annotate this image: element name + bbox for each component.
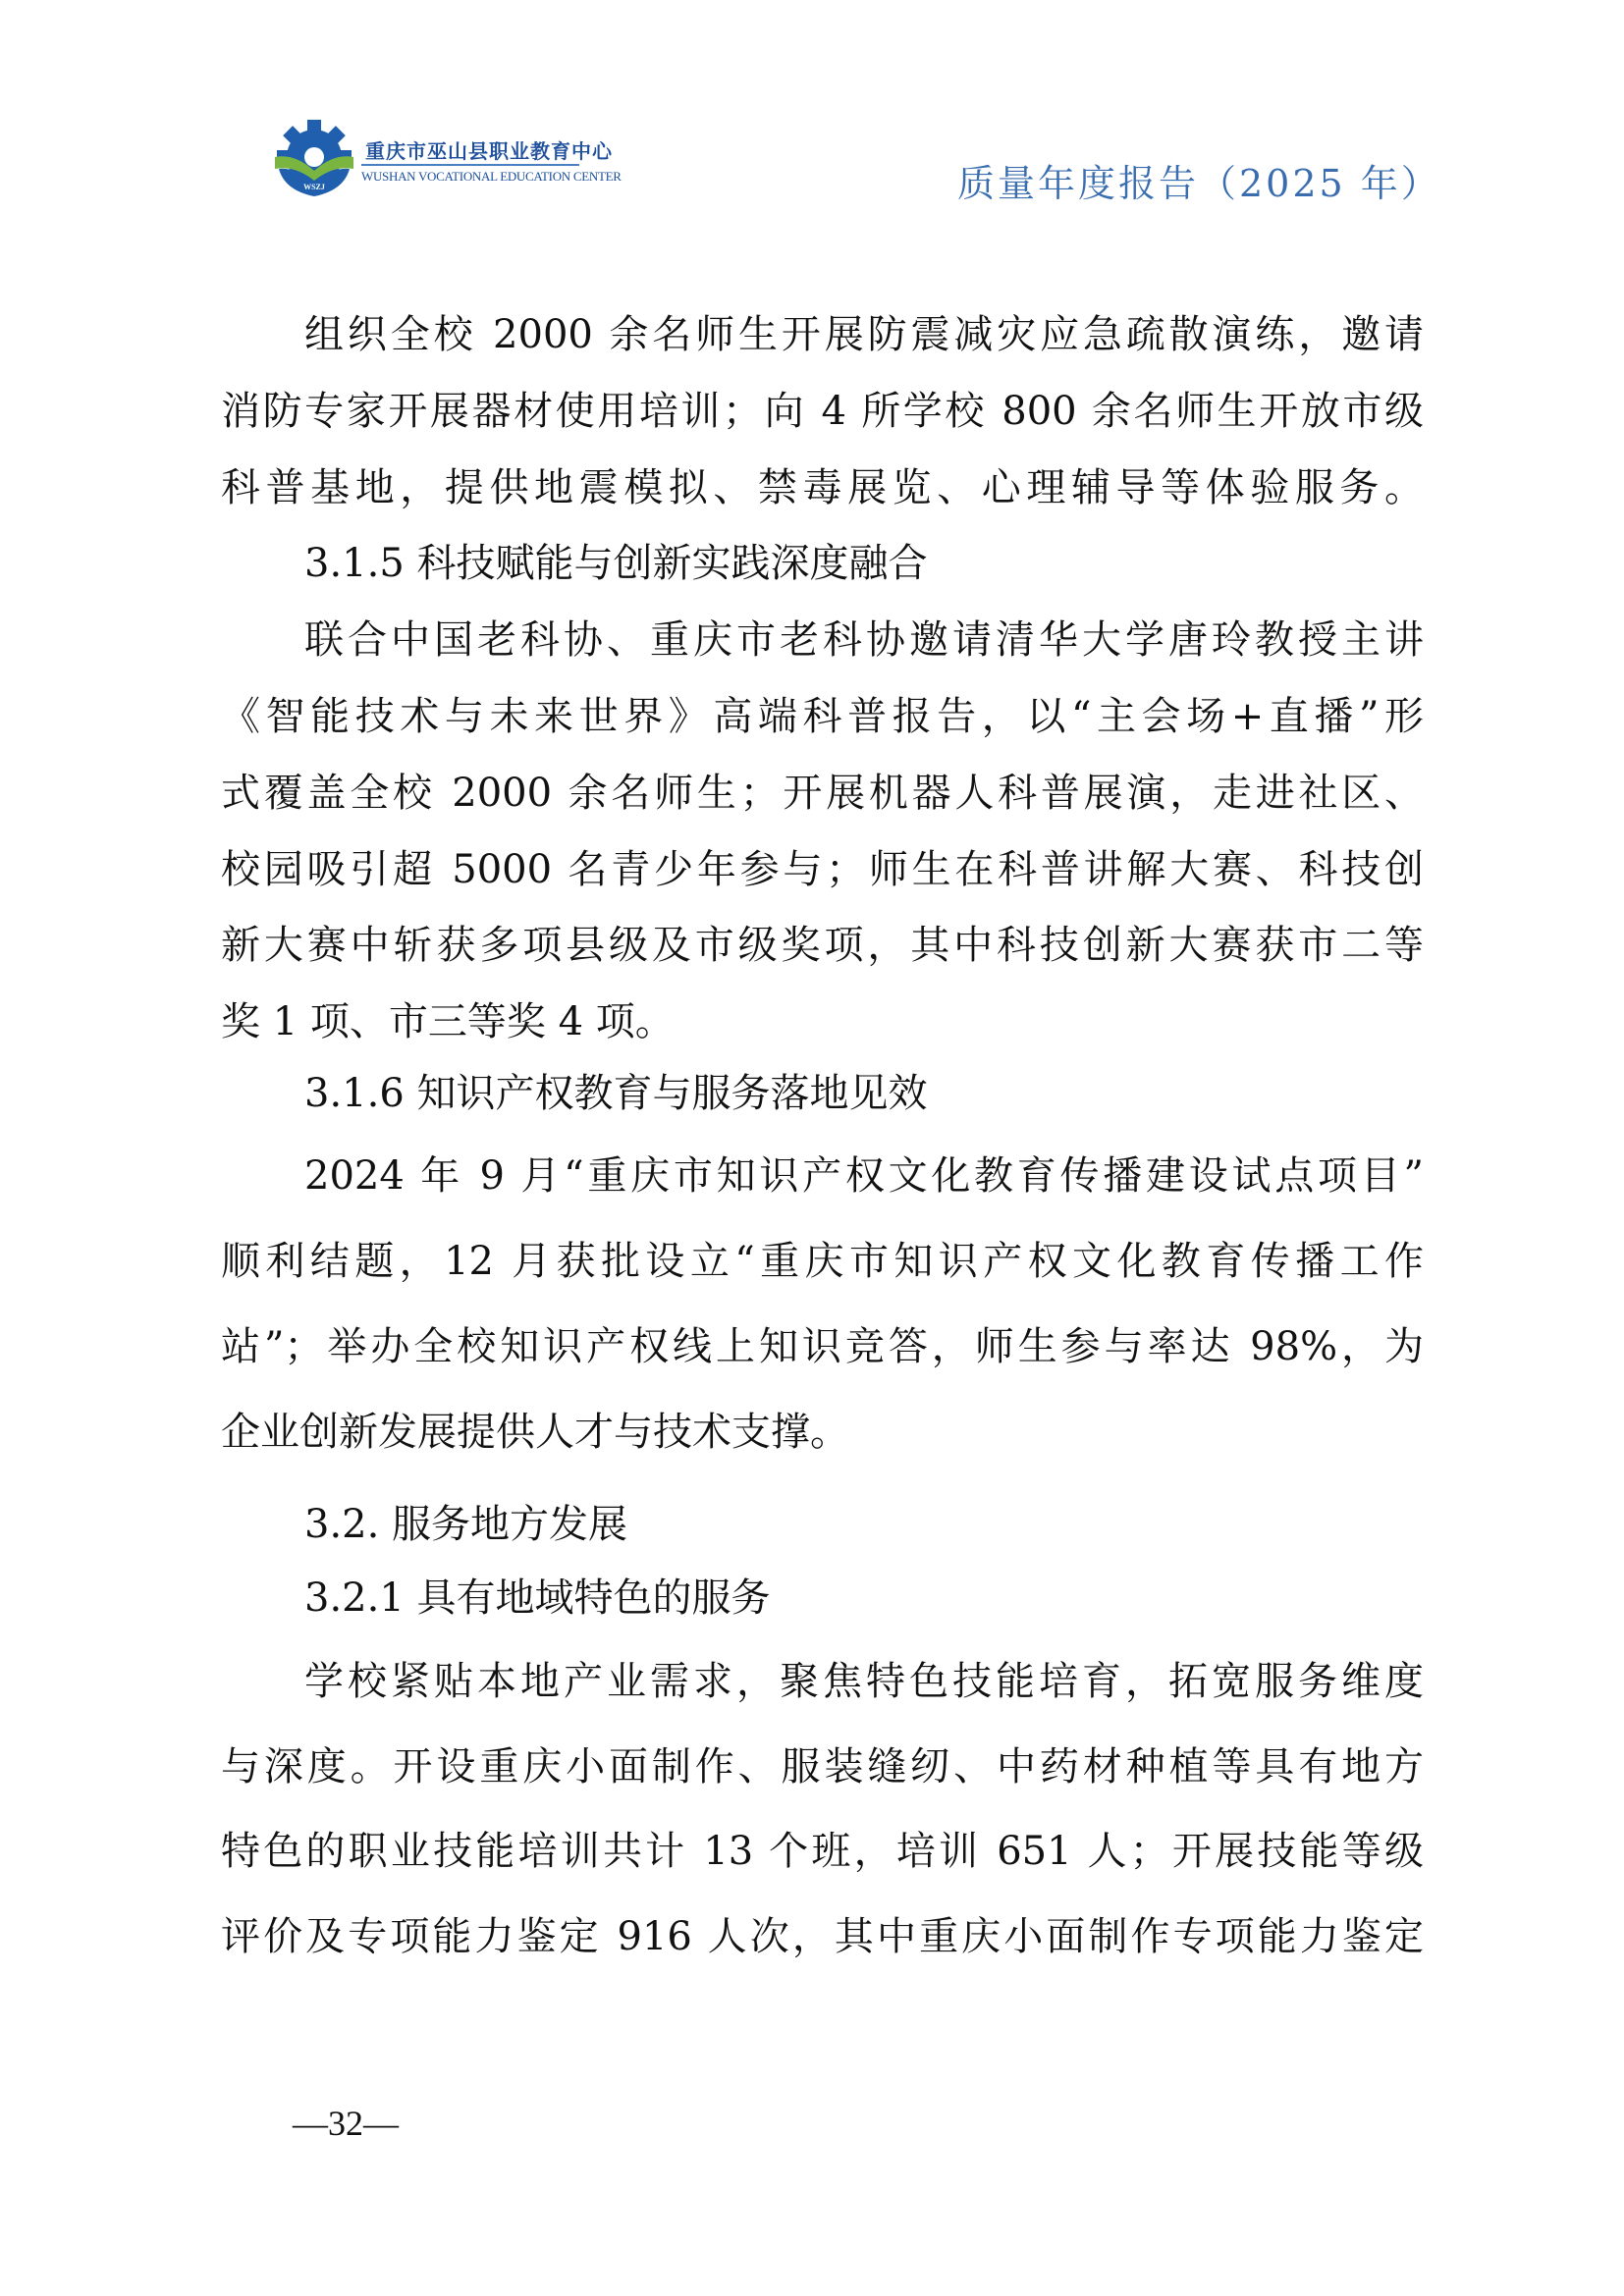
paragraph-line: 《智能技术与未来世界》高端科普报告，以“主会场+直播”形 bbox=[221, 694, 1424, 739]
paragraph-line: 企业创新发展提供人才与技术支撑。 bbox=[221, 1410, 849, 1455]
report-title: 质量年度报告（2025 年） bbox=[957, 162, 1441, 205]
paragraph-line: 顺利结题，12 月获批设立“重庆市知识产权文化教育传播工作 bbox=[221, 1239, 1424, 1284]
paragraph-line: 学校紧贴本地产业需求，聚焦特色技能培育，拓宽服务维度 bbox=[304, 1659, 1424, 1704]
section-heading: 3.2. 服务地方发展 bbox=[304, 1502, 628, 1547]
logo-divider bbox=[361, 164, 579, 166]
paragraph-line: 科普基地，提供地震模拟、禁毒展览、心理辅导等体验服务。 bbox=[221, 465, 1424, 510]
org-name-cn: 重庆市巫山县职业教育中心 bbox=[365, 139, 613, 163]
paragraph-line: 与深度。开设重庆小面制作、服装缝纫、中药材种植等具有地方 bbox=[221, 1744, 1424, 1789]
paragraph-line: 组织全校 2000 余名师生开展防震减灾应急疏散演练，邀请 bbox=[304, 312, 1424, 357]
paragraph-line: 站”；举办全校知识产权线上知识竞答，师生参与率达 98%，为 bbox=[221, 1324, 1424, 1369]
paragraph-line: 奖 1 项、市三等奖 4 项。 bbox=[221, 999, 675, 1044]
paragraph-line: 消防专家开展器材使用培训；向 4 所学校 800 余名师生开放市级 bbox=[221, 389, 1424, 434]
section-heading: 3.2.1 具有地域特色的服务 bbox=[304, 1575, 771, 1621]
org-name-en: WUSHAN VOCATIONAL EDUCATION CENTER bbox=[361, 169, 622, 184]
paragraph-line: 联合中国老科协、重庆市老科协邀请清华大学唐玲教授主讲 bbox=[304, 617, 1424, 663]
paragraph-line: 评价及专项能力鉴定 916 人次，其中重庆小面制作专项能力鉴定 bbox=[221, 1914, 1424, 1959]
paragraph-line: 式覆盖全校 2000 余名师生；开展机器人科普展演，走进社区、 bbox=[221, 771, 1424, 816]
paragraph-line: 2024 年 9 月“重庆市知识产权文化教育传播建设试点项目” bbox=[304, 1153, 1424, 1199]
page-number: —32— bbox=[293, 2104, 399, 2143]
paragraph-line: 新大赛中斩获多项县级及市级奖项，其中科技创新大赛获市二等 bbox=[221, 923, 1424, 968]
paragraph-line: 校园吸引超 5000 名青少年参与；师生在科普讲解大赛、科技创 bbox=[221, 847, 1424, 892]
svg-text:WSZJ: WSZJ bbox=[303, 183, 325, 191]
paragraph-line: 特色的职业技能培训共计 13 个班，培训 651 人；开展技能等级 bbox=[221, 1829, 1424, 1874]
section-heading: 3.1.6 知识产权教育与服务落地见效 bbox=[304, 1071, 928, 1116]
section-heading: 3.1.5 科技赋能与创新实践深度融合 bbox=[304, 541, 928, 586]
